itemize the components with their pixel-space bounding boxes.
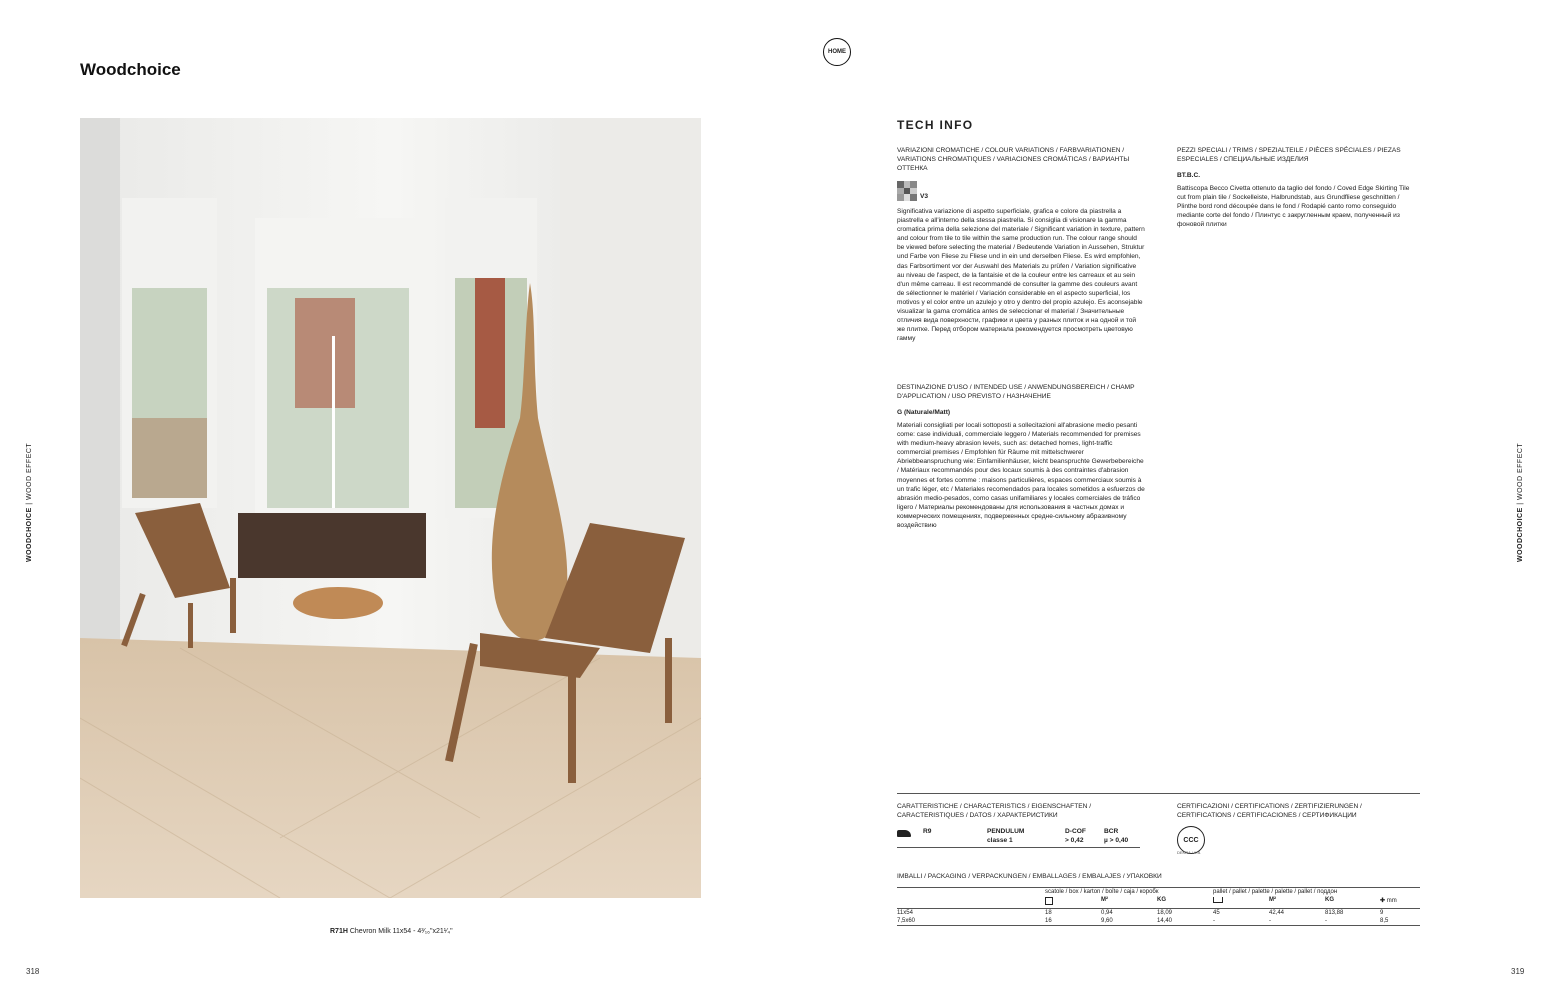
- box-label: scatole / box / karton / boîte / caja / коробк: [1045, 889, 1159, 895]
- bcr-value: µ > 0,40: [1104, 837, 1129, 844]
- room-photo: [80, 118, 701, 898]
- colour-variation-icon: [897, 181, 917, 201]
- thickness-icon: ✚: [1380, 898, 1386, 904]
- side-label-left: [26, 443, 33, 562]
- intended-use-heading: DESTINAZIONE D'USO / INTENDED USE / ANWENDUNGSBEREICH / CHAMP D'APPLICATION / USO PREVISTO / НАЗНАЧЕНИЕ: [897, 384, 1135, 401]
- row-size: 11x54: [897, 910, 913, 916]
- interior-illustration: [80, 118, 701, 898]
- certifications-heading: CERTIFICAZIONI / CERTIFICATIONS / ZERTIFIZIERUNGEN / CERTIFICATIONS / CERTIFICACIONES / СЕРТИФИКАЦИИ: [1177, 803, 1362, 820]
- colour-variation-row: [897, 181, 928, 201]
- box-kg-header: KG: [1157, 897, 1166, 903]
- pallet-icon: [1213, 897, 1223, 903]
- page-number-right: 319: [1511, 967, 1525, 976]
- certification-sub: DEKRA / A.B.: [1177, 850, 1202, 855]
- pallet-kg-header: KG: [1325, 897, 1334, 903]
- row-pallet-m2: 42,44: [1269, 910, 1285, 916]
- pendulum-label: PENDULUM: [987, 828, 1025, 835]
- colour-variations-text: Significativa variazione di aspetto superficiale, grafica e colore da piastrella a piastrella e all'interno della stessa piastrella. Si consiglia di visionare la gamma cromatica prima della selezione del materiale / Significant variation in texture, pattern and colour from tile to tile within the same production run. The colour range should be viewed before selecting the material / Bedeutende Variation in Aussehen, Struktur und Farbe von Fliese zu Fliese und in ein und derselben Fliese. Es wird empfohlen, das Farbsortiment vor der Auswahl des Materials zu prüfen / Variation significative au niveau de l'aspect, de la fantaisie et de la couleur entre les carreaux et au sein d'un même carreau. Il est recommandé de consulter la gamme des couleurs avant de sélectionner le matériel / Variación considerable en el aspecto superficial, los motivos y el color entre un azulejo y otro y dentro del propio azulejo. Es aconsejable visualizar la gama cromática antes de seleccionar el material / Значительные отличия вида поверхности, графики и цвета у разных плиток и на одной и той же плитке. Перед отбором материала рекомендуется просмотреть цветовую гамму: [897, 208, 1145, 343]
- row-box-kg: 14,40: [1157, 918, 1173, 924]
- row-thickness: 8,5: [1380, 918, 1389, 924]
- window-center: [255, 218, 420, 518]
- dcof-value: > 0,42: [1065, 837, 1084, 844]
- box-icon: [1045, 897, 1053, 905]
- page-number-left: 318: [26, 967, 40, 976]
- product-description: Chevron Milk 11x54 - 4³⁄₁₆"x21¹⁄₄": [347, 928, 453, 935]
- side-label-left-bold: WOODCHOICE: [26, 507, 33, 562]
- characteristics-row: [897, 827, 1140, 848]
- product-code: R71H: [330, 928, 348, 935]
- row-box-m2: 9,60: [1101, 918, 1113, 924]
- characteristics-heading: CARATTERISTICHE / CHARACTERISTICS / EIGENSCHAFTEN / CARACTERISTIQUES / DATOS / ХАРАКТЕРИСТИКИ: [897, 803, 1092, 820]
- page-title: Woodchoice: [80, 60, 181, 79]
- row-pallet-boxes: 45: [1213, 910, 1220, 916]
- row-size: 7,5x60: [897, 918, 916, 924]
- trims-heading: PEZZI SPECIALI / TRIMS / SPEZIALTEILE / PIÈCES SPÉCIALES / PIEZAS ESPECIALES / СПЕЦИАЛЬНЫЕ ИЗДЕЛИЯ: [1177, 147, 1401, 164]
- bcr-label: BCR: [1104, 828, 1119, 835]
- row-box-pcs: 16: [1045, 918, 1052, 924]
- colour-variations-heading: VARIAZIONI CROMATICHE / COLOUR VARIATIONS / FARBVARIATIONEN / VARIATIONS CHROMATIQUES / VARIACIONES CROMÁTICAS / ВАРИАНТЫ ОТТЕНКА: [897, 147, 1130, 173]
- side-label-right-bold: WOODCHOICE: [1517, 507, 1524, 562]
- pendulum-value: classe 1: [987, 837, 1013, 844]
- intended-use-code: G (Naturale/Matt): [897, 409, 951, 416]
- slip-rating: R9: [923, 828, 932, 835]
- side-label-right: [1517, 443, 1524, 562]
- trims-text: Battiscopa Becco Civetta ottenuto da taglio del fondo / Coved Edge Skirting Tile cut from plain tile / Sockelleiste, Halbrundstab, aus Grundfliese geschnitten / Plinthe bord rond découpée dans le fond / Rodapié canto romo conseguido mediante corte del fondo / Плинтус с закругленным краем, полученный из фоновой плитки: [1177, 185, 1410, 229]
- row-pallet-kg: 813,88: [1325, 910, 1344, 916]
- ccc-certification-icon: CCC: [1177, 826, 1205, 854]
- row-box-m2: 0,94: [1101, 910, 1113, 916]
- home-button[interactable]: HOME: [823, 38, 851, 66]
- pallet-label: pallet / pallet / palette / palette / pallet / поддон: [1213, 889, 1338, 895]
- table-row: [897, 917, 1420, 926]
- table-row: [897, 909, 1420, 918]
- dcof-label: D-COF: [1065, 828, 1086, 835]
- row-pallet-kg: -: [1325, 918, 1327, 924]
- row-thickness: 9: [1380, 910, 1384, 916]
- tech-info-heading: TECH INFO: [897, 118, 974, 132]
- row-pallet-boxes: -: [1213, 918, 1215, 924]
- photo-caption: [330, 928, 453, 935]
- row-box-pcs: 18: [1045, 910, 1052, 916]
- colour-variation-code: V3: [920, 192, 929, 200]
- row-box-kg: 18,09: [1157, 910, 1173, 916]
- side-label-right-rest: | WOOD EFFECT: [1517, 442, 1524, 508]
- pallet-m2-header: M²: [1269, 897, 1276, 903]
- side-label-left-rest: | WOOD EFFECT: [26, 442, 33, 508]
- box-m2-header: M²: [1101, 897, 1108, 903]
- section-divider: [897, 793, 1420, 794]
- thickness-header: [1380, 896, 1420, 909]
- intended-use-text: Materiali consigliati per locali sottoposti a sollecitazioni all'abrasione medio pesanti come: case individuali, commerciale leggero / Materials recommended for premises with medium-heavy abrasion levels, such as: detached homes, light-traffic commercial premises / Empfohlen für Räume mit mittelschwerer Abriebbeanspruchung wie: Einfamilienhäuser, leicht beanspruchte Gewerbebereiche / Matériaux recommandés pour des locaux soumis à des contraintes d'abrasion moyennes et fortes comme : maisons particulières, espaces commerciaux soumis à un trafic léger, etc / Materiales recomendados para locales sometidos a esfuerzos de abrasión medio-pesados, como casas unifamiliares y locales comerciales de tráfico ligero / Материалы рекомендованы для использования в частных домах и коммерческих помещениях, подверженных средне-сильному абразивному воздействию: [897, 422, 1145, 530]
- trims-code: BT.B.C.: [1177, 172, 1201, 179]
- packaging-heading: IMBALLI / PACKAGING / VERPACKUNGEN / EMBALLAGES / EMBALAJES / УПАКОВКИ: [897, 873, 1162, 880]
- window-left: [122, 198, 217, 508]
- row-pallet-m2: -: [1269, 918, 1271, 924]
- shoe-icon: [897, 830, 911, 837]
- packaging-table: [897, 887, 1420, 926]
- thickness-unit: mm: [1386, 898, 1397, 904]
